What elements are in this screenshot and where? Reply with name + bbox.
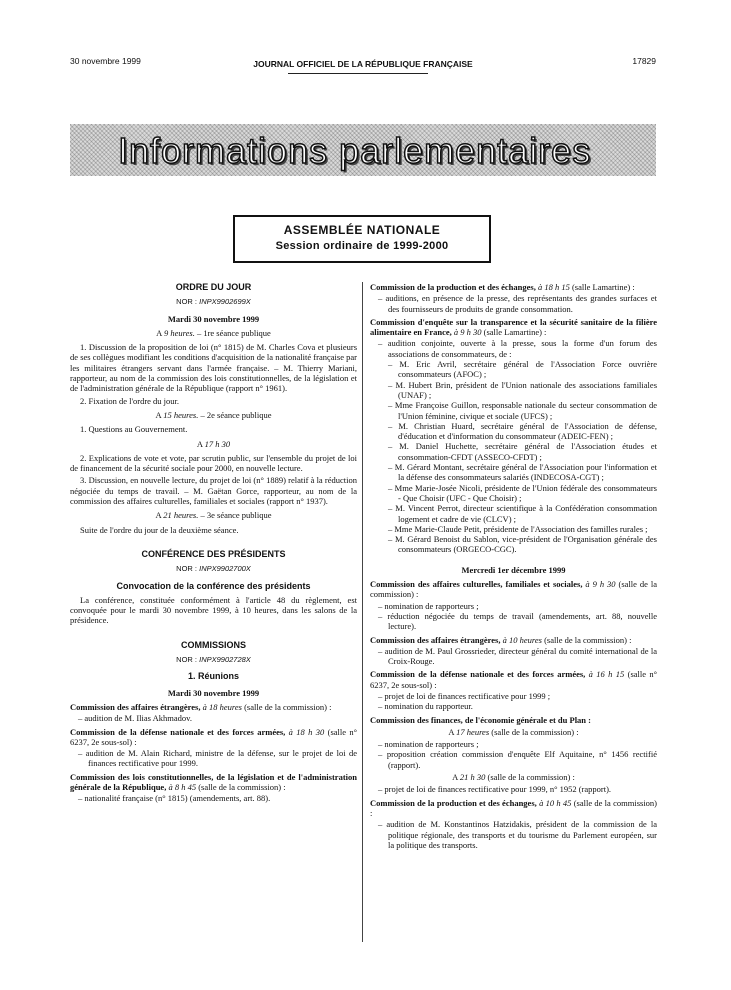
commission-entry [370, 317, 657, 338]
commission-room: (salle de la commission) : [198, 781, 286, 792]
commission-item: – nomination de rapporteurs ; [378, 739, 479, 750]
conference-heading: CONFÉRENCE DES PRÉSIDENTS [141, 548, 286, 559]
commission-title: Commission de la production et des échanges, [370, 282, 536, 292]
commission-room: (salle n° 6237, 2e sous-sol) : [370, 669, 658, 690]
commission-title: Commission de la production et des échanges, [370, 797, 537, 808]
commission-room: (salle de la commission) : [244, 701, 332, 712]
sitting-time: A 21 h 30 (salle de la commission) : [452, 772, 575, 783]
commission-item: – projet de loi de finances rectificative pour 1999, n° 1952 (rapport). [378, 784, 612, 795]
commission-entry [70, 772, 357, 793]
commissions-date: Mardi 30 novembre 1999 [167, 687, 260, 698]
nor-code: INPX9902728X [199, 655, 251, 665]
commission-item: – projet de loi de finances rectificative pour 1999 ; [378, 690, 551, 701]
session-time: 9 heures. [163, 327, 195, 338]
reunions-heading: 1. Réunions [187, 671, 239, 682]
nor-label: NOR : [176, 655, 198, 665]
commission-time: à 10 heures [502, 634, 542, 645]
sitting-time: A 17 heures (salle de la commission) : [448, 726, 579, 737]
commission-title: Commission des affaires culturelles, familiales et sociales, [370, 579, 583, 590]
session-label: – 1re séance publique [194, 327, 271, 338]
commission-item: – audition de M. Ilias Akhmadov. [78, 713, 192, 724]
header-rule [288, 73, 428, 74]
commission-entry [370, 669, 657, 690]
commission-title: Commission de la défense nationale et des forces armées, [70, 726, 286, 737]
commission-room: (salle de la commission) : [544, 634, 632, 645]
commission-time: à 18 h 30 [288, 726, 325, 737]
commission-title: Commission des lois constitutionnelles, de la législation et de l'administration générale de la République, [70, 771, 357, 792]
commission-room: (salle Lamartine) : [483, 327, 547, 338]
ordre-nor [70, 297, 357, 307]
commission-title: Commission des affaires étrangères, [70, 701, 201, 712]
forum-participant: – M. Eric Avril, secrétaire général de l'Association Force ouvrière consommateurs (AFOC) ; [388, 359, 657, 380]
commission-entry [370, 635, 657, 645]
session-4: A 21 heures. – 3e séance publique [155, 510, 272, 521]
commission-item: – réduction négociée du temps de travail (amendements, art. 88, nouvelle lecture). [378, 610, 657, 632]
commission-item: – audition de M. Alain Richard, ministre de la défense, sur le projet de loi de finances rectificative pour 1999. [78, 748, 357, 769]
commission-time: 21 h 30 [459, 772, 486, 783]
session-time: 21 heures. [163, 510, 199, 521]
commission-room: (salle de la commission) : [487, 772, 575, 783]
section-banner [70, 124, 656, 176]
commission-room: (salle n° 6237, 2e sous-sol) : [70, 726, 358, 747]
nor-label: NOR : [176, 564, 198, 574]
agenda-item: 3. Discussion, en nouvelle lecture, du projet de loi (n° 1889) relatif à la réduction négociée du temps de travail. – M. Gaëtan Gorce, rapporteur, au nom de la commission des affaires culturelles, familiales et sociales (rapport n° 1937). [70, 475, 357, 507]
conference-subheading: Convocation de la conférence des présidents [116, 580, 311, 591]
commission-time: à 18 h 15 [537, 282, 570, 292]
commission-time: 17 heures [456, 726, 490, 737]
header-date: 30 novembre 1999 [70, 56, 141, 66]
commission-item: – nomination du rapporteur. [378, 701, 473, 712]
header-journal-title: JOURNAL OFFICIEL DE LA RÉPUBLIQUE FRANÇAISE [253, 59, 473, 69]
nor-label: NOR : [176, 297, 198, 307]
session-3: A 17 h 30 [196, 438, 231, 449]
commission-time: à 16 h 15 [588, 669, 625, 680]
forum-participant: – M. Christian Huard, secrétaire général de l'Association de défense, d'éducation et d'information du consommateur (ADEIC-FEN) ; [388, 420, 657, 442]
commission-room: (salle Lamartine) : [571, 282, 635, 292]
agenda-item: 2. Fixation de l'ordre du jour. [80, 395, 180, 406]
session-1: A 9 heures. – 1re séance publique [156, 327, 271, 338]
commission-time: à 9 h 30 [453, 327, 482, 338]
forum-participant: – M. Daniel Huchette, secrétaire général de l'Association études et consommation-CFDT (ASSECO-CFDT) ; [388, 441, 657, 462]
forum-participant: – Mme Françoise Guillon, responsable nationale du secteur consommation de l'Union féminine, civique et sociale (UFCS) ; [388, 400, 657, 421]
date-heading: Mercredi 1er décembre 1999 [461, 564, 566, 575]
agenda-item: 1. Discussion de la proposition de loi (n° 1815) de M. Charles Cova et plusieurs de ses collègues modifiant les conditions d'acquisition de la nationalité française par les militaires étrangers servant dans l'armée française. – M. Thierry Mariani, rapporteur, au nom de la commission des lois constitutionnelles, de la législation et de l'administration générale de la République (rapport n° 1961). [70, 342, 357, 394]
assembly-title: ASSEMBLÉE NATIONALE [283, 223, 441, 237]
session-time: 17 h 30 [204, 438, 231, 449]
commission-item: – proposition création commission d'enquête Elf Aquitaine, n° 1456 rectifié (rapport). [378, 749, 657, 770]
commission-time: à 9 h 30 [585, 579, 616, 590]
commission-item: – nationalité française (n° 1815) (amendements, art. 88). [78, 793, 271, 804]
commission-time: à 8 h 45 [168, 781, 197, 792]
commission-item: – nomination de rapporteurs ; [378, 600, 479, 611]
assembly-box [233, 215, 491, 263]
forum-participant: – M. Gérard Montant, secrétaire général de l'Association pour l'information et la défense des consommateurs salariés (INDECOSA-CGT) ; [388, 462, 657, 483]
session-2: A 15 heures. – 2e séance publique [155, 409, 272, 420]
commission-title: Commission de la défense nationale et des forces armées, [370, 669, 586, 680]
session-label: – 2e séance publique [198, 409, 272, 420]
commission-title: Commission des affaires étrangères, [370, 634, 501, 645]
banner-title: Informations parlementaires [118, 130, 592, 171]
agenda-item: 1. Questions au Gouvernement. [80, 424, 188, 435]
left-column [70, 282, 357, 804]
commission-item: – audition conjointe, ouverte à la presse, sous la forme d'un forum des associations de consommateurs, de : [378, 338, 657, 359]
commissions-heading: COMMISSIONS [180, 639, 246, 650]
assembly-session: Session ordinaire de 1999-2000 [275, 240, 449, 252]
header-page-number: 17829 [632, 56, 656, 66]
commission-room: (salle de la commission) : [370, 579, 658, 600]
commission-title: Commission des finances, de l'économie générale et du Plan : [370, 714, 591, 725]
commission-time: à 18 heures [202, 701, 242, 712]
ordre-heading: ORDRE DU JOUR [175, 282, 252, 292]
commission-entry [70, 727, 357, 748]
page-header [70, 56, 656, 70]
commission-entry [370, 715, 657, 725]
nor-code: INPX9902700X [199, 564, 251, 574]
ordre-date: Mardi 30 novembre 1999 [167, 313, 260, 324]
forum-participant: – Mme Marie-Claude Petit, présidente de l'Association des familles rurales ; [388, 523, 648, 534]
commission-title: Commission d'enquête sur la transparence et la sécurité sanitaire de la filière alimentaire en France, [370, 316, 657, 338]
commission-entry [370, 579, 657, 600]
conference-nor [70, 564, 357, 574]
conference-text: La conférence, constituée conformément à l'article 48 du règlement, est convoquée pour le mardi 30 novembre 1999, à 10 heures, dans les salons de la présidence. [70, 594, 357, 626]
forum-participant: – M. Hubert Brin, président de l'Union nationale des associations familiales (UNAF) ; [388, 379, 657, 400]
commission-entry [370, 282, 657, 292]
forum-participant: – M. Vincent Perrot, directeur scientifique à la Confédération consommation logement et cadre de vie (CLCV) ; [388, 503, 657, 524]
agenda-item: Suite de l'ordre du jour de la deuxième séance. [80, 524, 239, 535]
commission-entry [70, 702, 357, 712]
commission-item: – audition de M. Konstantinos Hatzidakis, président de la commission de la politique régionale, des transports et du tourisme du Parlement européen, sur la politique des transports. [378, 819, 657, 850]
forum-participant: – Mme Marie-Josée Nicoli, présidente de l'Union fédérale des consommateurs - Que Choisir (UFC - Que Choisir) ; [388, 482, 657, 503]
session-label: – 3e séance publique [198, 510, 272, 521]
commission-room: (salle de la commission) : [491, 726, 579, 737]
commission-item: – audition de M. Paul Grossrieder, directeur général du comité international de la Croix-Rouge. [378, 645, 657, 667]
commissions-nor [70, 655, 357, 665]
forum-participant: – M. Gérard Benoist du Sablon, vice-président de l'Organisation générale des consommateurs (ORGECO-CGC). [388, 534, 657, 555]
commission-item: – auditions, en présence de la presse, des représentants des grandes surfaces et des fournisseurs de produits de grande consommation. [378, 293, 657, 314]
right-column [370, 282, 657, 850]
session-time: 15 heures. [163, 409, 199, 420]
commission-room: (salle de la commission) : [370, 797, 658, 818]
nor-code: INPX9902699X [199, 297, 251, 307]
agenda-item: 2. Explications de vote et vote, par scrutin public, sur l'ensemble du projet de loi de financement de la sécurité sociale pour 2000, en nouvelle lecture. [70, 452, 357, 474]
column-divider [362, 282, 363, 942]
commission-entry [370, 798, 657, 819]
commission-time: à 10 h 45 [539, 797, 572, 808]
